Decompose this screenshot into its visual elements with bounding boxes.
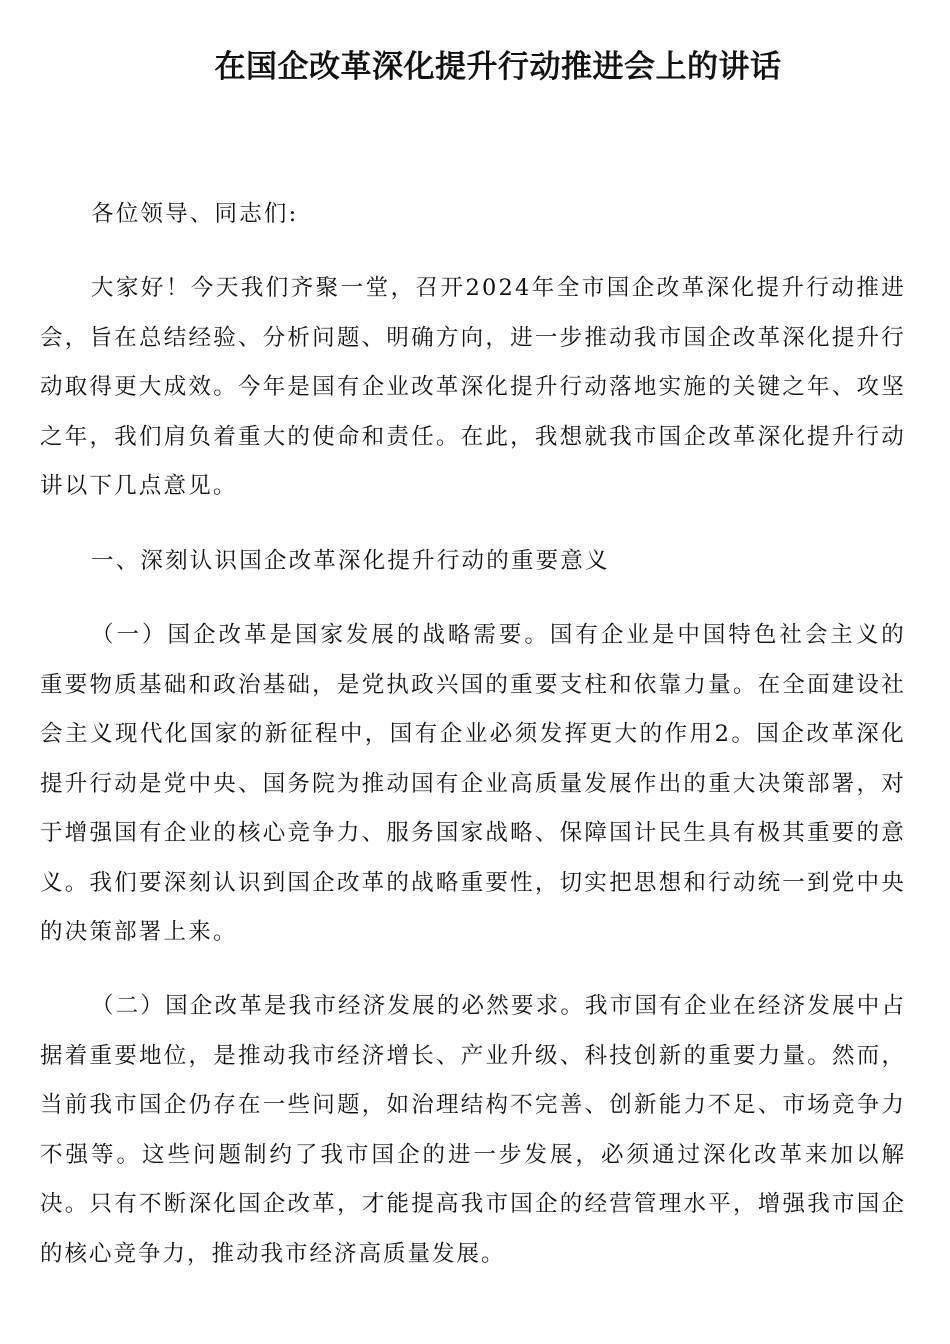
subsection-paragraph-2: （二）国企改革是我市经济发展的必然要求。我市国有企业在经济发展中占据着重要地位，是推动我市经济增长、产业升级、科技创新的重要力量。然而，当前我市国企仍存在一些问题，如治理结构不完善、创新能力不足、市场竞争力不强等。这些问题制约了我市国企的进一步发展，必须通过深化改革来加以解决。只有不断深化国企改革，才能提高我市国企的经营管理水平，增强我市国企的核心竞争力，推动我市经济高质量发展。 [40, 993, 906, 1267]
subsection-paragraph-1: （一）国企改革是国家发展的战略需要。国有企业是中国特色社会主义的重要物质基础和政治基础，是党执政兴国的重要支柱和依靠力量。在全面建设社会主义现代化国家的新征程中，国有企业必须发挥更大的作用2。国企改革深化提升行动是党中央、国务院为推动国有企业高质量发展作出的重大决策部署，对于增强国有企业的核心竞争力、服务国家战略、保障国计民生具有极其重要的意义。我们要深刻认识到国企改革的战略重要性，切实把思想和行动统一到党中央的决策部署上来。 [40, 622, 906, 945]
greeting-paragraph: 各位领导、同志们: [91, 201, 299, 227]
intro-paragraph: 大家好！今天我们齐聚一堂，召开2024年全市国企改革深化提升行动推进会，旨在总结经验、分析问题、明确方向，进一步推动我市国企改革深化提升行动取得更大成效。今年是国有企业改革深化提升行动落地实施的关键之年、攻坚之年，我们肩负着重大的使命和责任。在此，我想就我市国企改革深化提升行动讲以下几点意见。 [40, 275, 906, 499]
section-heading-1: 一、深刻认识国企改革深化提升行动的重要意义 [91, 548, 610, 574]
document-title: 在国企改革深化提升行动推进会上的讲话 [214, 49, 782, 85]
